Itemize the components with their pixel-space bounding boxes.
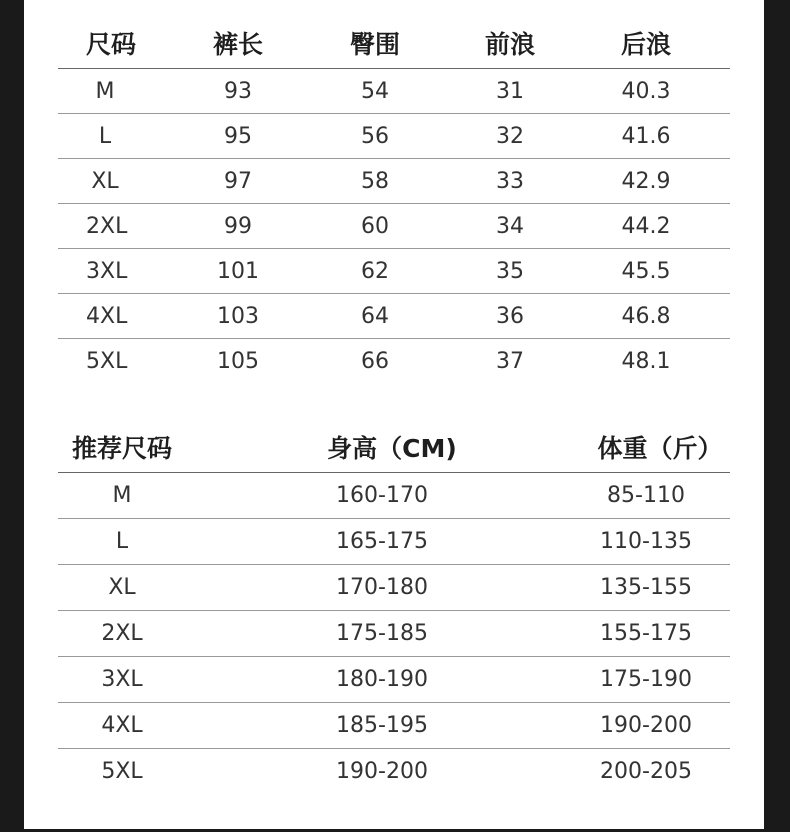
cell-pants-length: 105 <box>217 348 259 374</box>
cell-weight: 175-190 <box>600 667 692 692</box>
cell-front-rise: 34 <box>496 213 524 239</box>
cell-height: 170-180 <box>336 575 428 600</box>
cell-size: 3XL <box>101 667 143 692</box>
table-row <box>58 565 730 611</box>
table-row <box>58 519 730 565</box>
cell-front-rise: 33 <box>496 168 524 194</box>
cell-front-rise: 37 <box>496 348 524 374</box>
cell-pants-length: 99 <box>224 213 252 239</box>
cell-hip: 62 <box>361 258 389 284</box>
cell-back-rise: 44.2 <box>621 213 671 239</box>
cell-pants-length: 93 <box>224 78 252 104</box>
cell-height: 165-175 <box>336 529 428 554</box>
cell-size: 3XL <box>86 258 128 284</box>
recommend-table <box>58 422 730 794</box>
cell-size: XL <box>108 575 136 600</box>
cell-front-rise: 31 <box>496 78 524 104</box>
cell-height: 190-200 <box>336 759 428 784</box>
header-back-rise: 后浪 <box>620 30 672 59</box>
border-right <box>764 0 790 832</box>
cell-weight: 135-155 <box>600 575 692 600</box>
cell-front-rise: 35 <box>496 258 524 284</box>
recommend-table-header <box>58 422 730 473</box>
table-row <box>58 703 730 749</box>
table-row <box>58 114 730 159</box>
size-table <box>58 18 730 383</box>
cell-size: L <box>98 123 112 149</box>
cell-hip: 66 <box>361 348 389 374</box>
cell-back-rise: 45.5 <box>621 258 671 284</box>
table-row <box>58 159 730 204</box>
cell-hip: 54 <box>361 78 389 104</box>
table-row <box>58 249 730 294</box>
table-row <box>58 69 730 114</box>
cell-size: 5XL <box>86 348 128 374</box>
cell-hip: 64 <box>361 303 389 329</box>
cell-height: 180-190 <box>336 667 428 692</box>
table-row <box>58 204 730 249</box>
cell-front-rise: 36 <box>496 303 524 329</box>
cell-back-rise: 42.9 <box>621 168 671 194</box>
cell-hip: 56 <box>361 123 389 149</box>
table-row <box>58 294 730 339</box>
cell-height: 175-185 <box>336 621 428 646</box>
table-row <box>58 339 730 383</box>
cell-pants-length: 103 <box>217 303 259 329</box>
cell-size: L <box>115 529 129 554</box>
cell-weight: 110-135 <box>600 529 692 554</box>
cell-size: 5XL <box>101 759 143 784</box>
cell-size: M <box>112 483 132 508</box>
cell-height: 160-170 <box>336 483 428 508</box>
cell-size: M <box>95 78 115 104</box>
header-hip: 臀围 <box>349 30 401 59</box>
cell-weight: 155-175 <box>600 621 692 646</box>
cell-hip: 58 <box>361 168 389 194</box>
cell-size: 2XL <box>86 213 128 239</box>
table-row <box>58 473 730 519</box>
cell-weight: 200-205 <box>600 759 692 784</box>
cell-size: 4XL <box>86 303 128 329</box>
cell-back-rise: 41.6 <box>621 123 671 149</box>
header-front-rise: 前浪 <box>484 30 536 59</box>
cell-weight: 85-110 <box>607 483 685 508</box>
table-row <box>58 611 730 657</box>
border-left <box>0 0 24 832</box>
size-table-header <box>58 18 730 69</box>
cell-back-rise: 48.1 <box>621 348 671 374</box>
cell-weight: 190-200 <box>600 713 692 738</box>
cell-size: 4XL <box>101 713 143 738</box>
cell-size: 2XL <box>101 621 143 646</box>
table-row <box>58 657 730 703</box>
cell-front-rise: 32 <box>496 123 524 149</box>
cell-height: 185-195 <box>336 713 428 738</box>
header-recommended-size: 推荐尺码 <box>72 434 173 463</box>
cell-pants-length: 95 <box>224 123 252 149</box>
header-weight: 体重（斤） <box>597 434 723 463</box>
cell-hip: 60 <box>361 213 389 239</box>
header-size: 尺码 <box>86 30 137 59</box>
header-height: 身高（CM) <box>327 434 457 463</box>
cell-size: XL <box>91 168 119 194</box>
header-pants-length: 裤长 <box>212 30 264 59</box>
table-row <box>58 749 730 794</box>
cell-pants-length: 97 <box>224 168 252 194</box>
cell-back-rise: 46.8 <box>621 303 671 329</box>
cell-back-rise: 40.3 <box>621 78 671 104</box>
cell-pants-length: 101 <box>217 258 259 284</box>
